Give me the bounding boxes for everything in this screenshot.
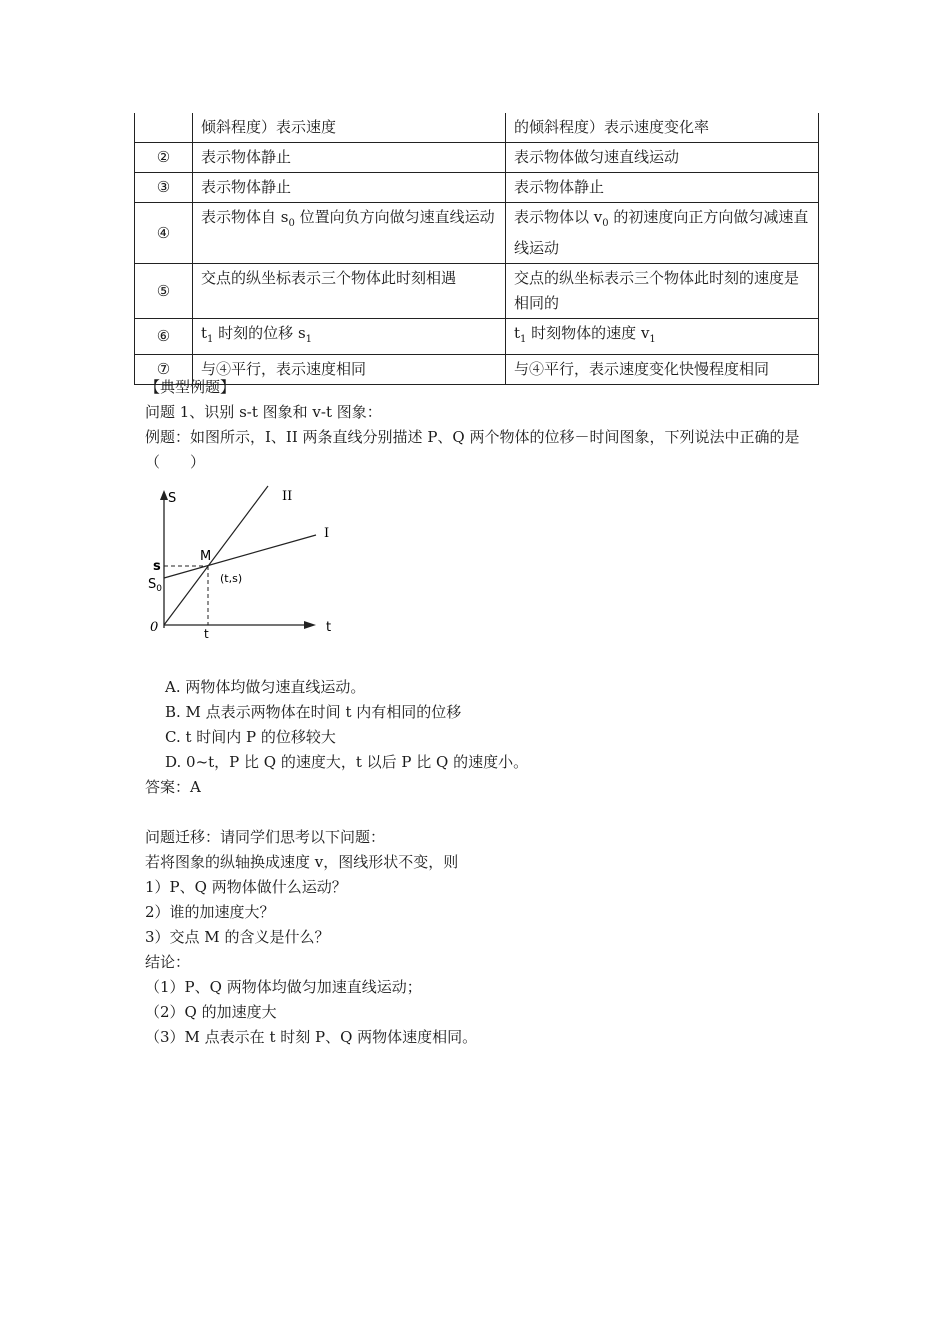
point-coord-label: (t,s) [220,572,243,585]
st-cell: 表示物体自 $s_0$ 位置向负方向做匀速直线运动 [193,203,506,264]
st-cell: 交点的纵坐标表示三个物体此时刻相遇 [193,264,506,319]
vt-cell: 表示物体以 $v_0$ 的初速度向正方向做匀减速直线运动 [506,203,819,264]
transfer-title: 问题迁移：请同学们思考以下问题： [145,828,386,846]
example-section [145,375,825,475]
st-cell: 倾斜程度）表示速度 [193,113,506,143]
st-cell: 表示物体静止 [193,143,506,173]
vt-cell: 的倾斜程度）表示速度变化率 [506,113,819,143]
vt-cell: 与④平行，表示速度变化快慢程度相同 [506,355,819,385]
options-section [145,675,825,800]
option-d: D. 0~t，P 比 Q 的速度大，t 以后 P 比 Q 的速度小。 [165,753,529,771]
conclusion-title: 结论： [145,953,191,971]
section-title: 【典型例题】 [145,378,236,396]
table-row [135,173,819,203]
st-cell: $t_1$ 时刻的位移 $s_1$ [193,319,506,355]
row-number: ③ [135,173,193,203]
row-number: ⑥ [135,319,193,355]
transfer-question: 1）P、Q 两物体做什么运动？ [145,878,347,896]
transfer-section [145,825,825,1050]
line-i-label: I [324,526,330,541]
option-a: A. 两物体均做匀速直线运动。 [165,678,366,696]
t-tick-label: t [204,627,209,641]
problem-title: 问题 1、识别 s-t 图象和 v-t 图象： [145,403,382,421]
st-cell: 与④平行，表示速度相同 [193,355,506,385]
row-number: ⑦ [135,355,193,385]
s-tick-label: s [153,559,161,574]
row-number: ⑤ [135,264,193,319]
vt-cell: 交点的纵坐标表示三个物体此时刻的速度是相同的 [506,264,819,319]
table-row [135,264,819,319]
transfer-question: 3）交点 M 的含义是什么？ [145,928,330,946]
conclusion-item: （3）M 点表示在 t 时刻 P、Q 两物体速度相同。 [145,1028,478,1046]
example-question: 例题：如图所示，I、II 两条直线分别描述 P、Q 两个物体的位移－时间图象，下列说法中正确的是（ ） [145,428,800,471]
table-row [135,143,819,173]
row-number: ② [135,143,193,173]
x-axis-label: t [326,620,332,635]
vt-cell: 表示物体做匀速直线运动 [506,143,819,173]
row-number: ④ [135,203,193,264]
conclusion-item: （2）Q 的加速度大 [145,1003,277,1021]
y-axis-arrow [160,490,168,500]
table-row [135,113,819,143]
x-axis-arrow [304,621,316,629]
s0-tick-label: $S_0$ [148,577,162,594]
origin-label: 0 [150,620,159,635]
vt-cell: $t_1$ 时刻物体的速度 $v_1$ [506,319,819,355]
st-graph [140,478,340,643]
point-m-label: M [200,549,212,564]
conclusion-item: （1）P、Q 两物体均做匀加速直线运动； [145,978,422,996]
line-ii [164,486,268,625]
option-b: B. M 点表示两物体在时间 t 内有相同的位移 [165,703,462,721]
transfer-question: 2）谁的加速度大？ [145,903,275,921]
y-axis-label: S [168,491,177,506]
row-number [135,113,193,143]
table-row [135,319,819,355]
option-c: C. t 时间内 P 的位移较大 [165,728,336,746]
st-cell: 表示物体静止 [193,173,506,203]
vt-cell: 表示物体静止 [506,173,819,203]
answer: 答案：A [145,778,201,796]
comparison-table [134,113,819,385]
table-row [135,203,819,264]
transfer-premise: 若将图象的纵轴换成速度 v，图线形状不变，则 [145,853,459,871]
line-ii-label: II [282,489,293,504]
